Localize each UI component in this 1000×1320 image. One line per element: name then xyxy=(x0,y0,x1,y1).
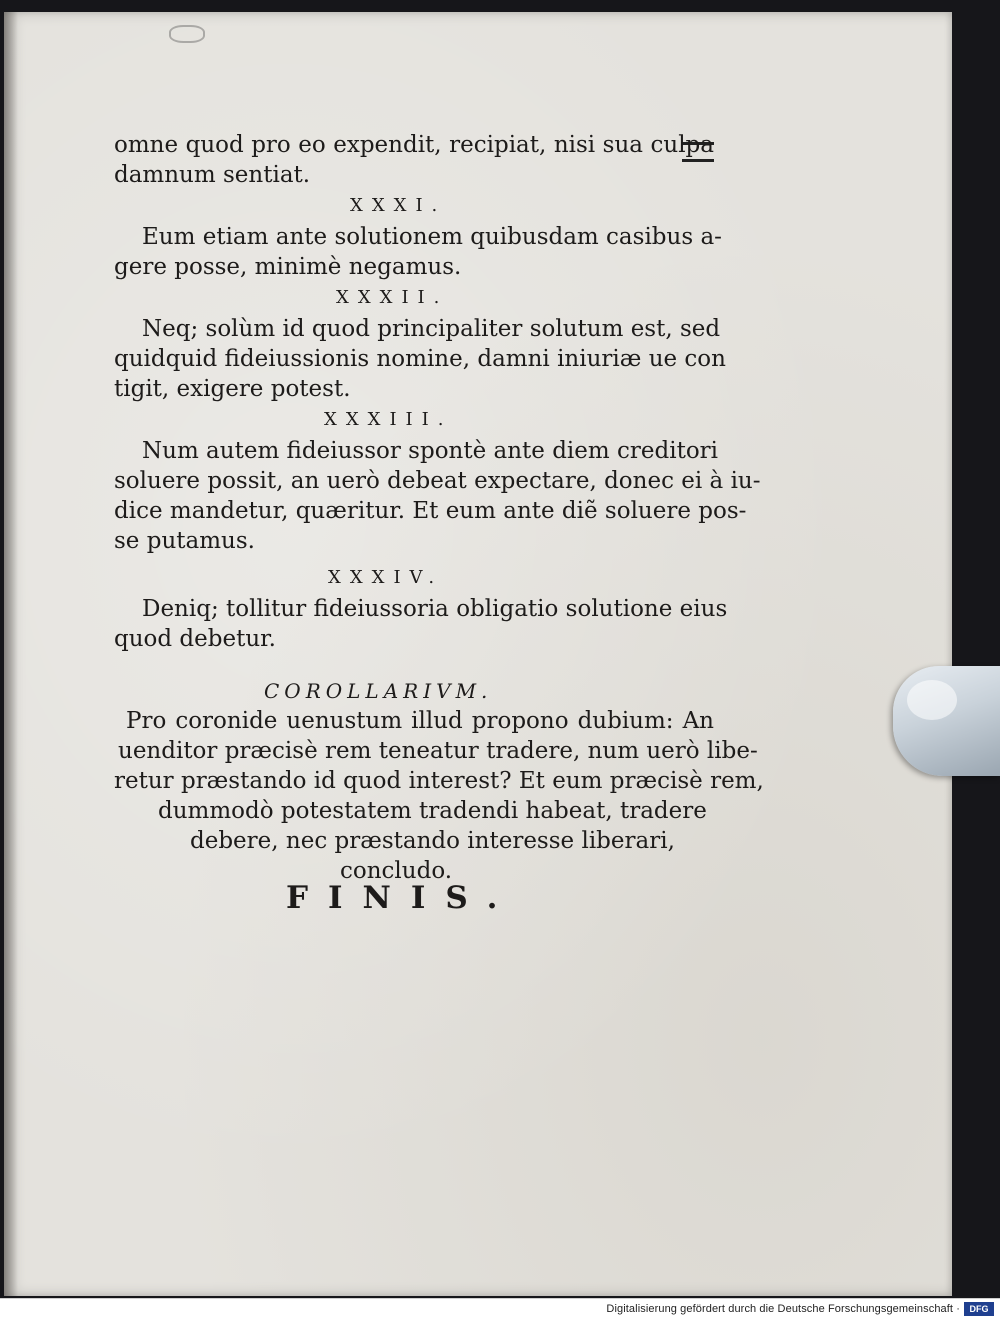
text-line: gere posse, minimè negamus. xyxy=(114,254,462,280)
section-numeral: XXXIV. xyxy=(328,567,444,588)
text-line: damnum sentiat. xyxy=(114,162,311,188)
text-line: Eum etiam ante solutionem quibusdam casibus a- xyxy=(142,224,722,250)
text-line: debere, nec præstando interesse liberari, xyxy=(190,828,675,854)
text-line: retur præstando id quod interest? Et eum præcisè rem, xyxy=(114,768,764,794)
text-line: omne quod pro eo expendit, recipiat, nisi sua culpa xyxy=(114,132,714,158)
text-line: quod debetur. xyxy=(114,626,276,652)
section-numeral: XXXII. xyxy=(336,287,449,308)
page-gutter-shadow xyxy=(4,12,18,1296)
text-line: quidquid fideiussionis nomine, damni iniuriæ ue con xyxy=(114,346,726,372)
page-clip xyxy=(893,666,1000,776)
text-line: se putamus. xyxy=(114,528,255,554)
text-line: Deniq; tollitur fideiussoria obligatio solutione eius xyxy=(142,596,728,622)
book-page xyxy=(4,12,952,1296)
finis-heading: FINIS. xyxy=(286,880,518,916)
text-line: soluere possit, an uerò debeat expectare, donec ei à iu- xyxy=(114,468,761,494)
text-line: Pro coronide uenustum illud propono dubium: An xyxy=(126,708,714,734)
text-line: concludo. xyxy=(340,858,453,884)
library-stamp-mark xyxy=(169,25,205,43)
footer-bar xyxy=(0,1298,1000,1320)
text-line: dice mandetur, quæritur. Et eum ante diẽ soluere pos- xyxy=(114,498,747,524)
corollarium-heading: COROLLARIVM. xyxy=(264,679,493,703)
section-numeral: XXXI. xyxy=(350,195,447,216)
dfg-logo: DFG xyxy=(964,1302,994,1316)
funding-credit: Digitalisierung gefördert durch die Deutsche Forschungsgemeinschaft · xyxy=(606,1303,960,1315)
text-line: tigit, exigere potest. xyxy=(114,376,351,402)
text-line: Neq; solùm id quod principaliter solutum est, sed xyxy=(142,316,721,342)
clip-highlight xyxy=(907,680,957,720)
page-text xyxy=(114,130,764,886)
text-line: dummodò potestatem tradendi habeat, tradere xyxy=(158,798,707,824)
text-line: Num autem fideiussor spontè ante diem creditori xyxy=(142,438,719,464)
text-line: uenditor præcisè rem teneatur tradere, num uerò libe- xyxy=(118,738,758,764)
section-numeral: XXXIII. xyxy=(324,409,453,430)
